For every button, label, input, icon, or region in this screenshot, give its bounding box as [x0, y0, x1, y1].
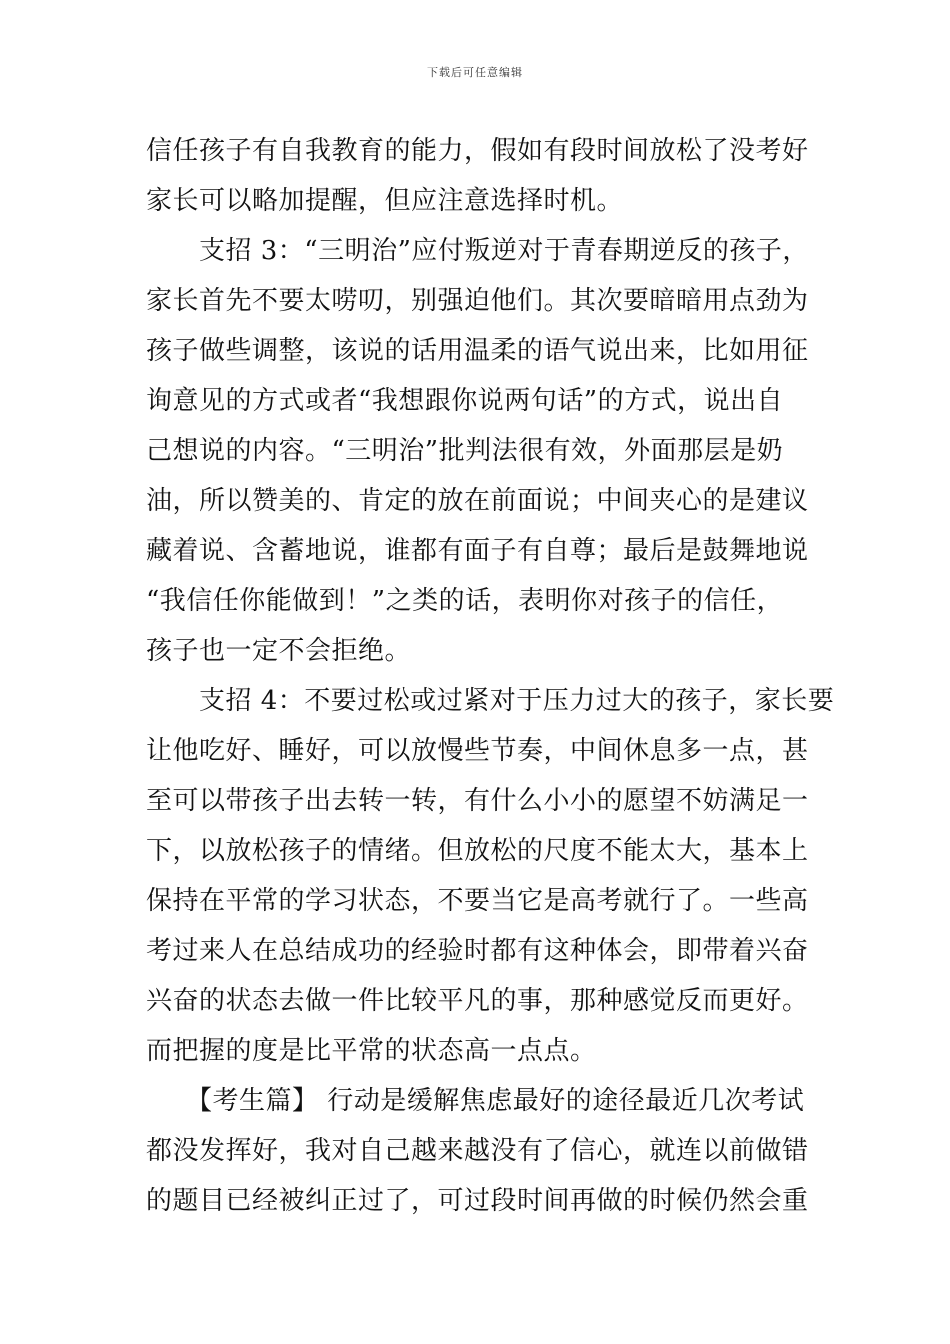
text-line: 询意见的方式或者“我想跟你说两句话”的方式，说出自 — [146, 386, 784, 416]
text-line: 支招 3：“三明治”应付叛逆对于青春期逆反的孩子， — [146, 236, 809, 266]
text-line: 至可以带孩子出去转一转，有什么小小的愿望不妨满足一 — [146, 786, 809, 816]
text-line: 支招 4：不要过松或过紧对于压力过大的孩子，家长要 — [146, 686, 835, 716]
text-line: “我信任你能做到！”之类的话，表明你对孩子的信任， — [146, 586, 784, 616]
text-line: 家长首先不要太唠叨，别强迫他们。其次要暗暗用点劲为 — [146, 286, 809, 316]
text-line: 保持在平常的学习状态，不要当它是高考就行了。一些高 — [146, 886, 809, 916]
text-line: 己想说的内容。“三明治”批判法很有效，外面那层是奶 — [146, 436, 784, 466]
text-line: 都没发挥好，我对自己越来越没有了信心，就连以前做错 — [146, 1136, 809, 1166]
document-body — [146, 126, 835, 1226]
text-line: 【考生篇】 行动是缓解焦虑最好的途径最近几次考试 — [146, 1086, 805, 1116]
text-line: 考过来人在总结成功的经验时都有这种体会，即带着兴奋 — [146, 936, 809, 966]
text-line: 孩子做些调整，该说的话用温柔的语气说出来，比如用征 — [146, 336, 809, 366]
text-line: 藏着说、含蓄地说，谁都有面子有自尊；最后是鼓舞地说 — [146, 536, 809, 566]
text-line: 让他吃好、睡好，可以放慢些节奏，中间休息多一点，甚 — [146, 736, 809, 766]
text-line: 油，所以赞美的、肯定的放在前面说；中间夹心的是建议 — [146, 486, 809, 516]
text-line: 孩子也一定不会拒绝。 — [146, 636, 412, 666]
page-header: 下载后可任意编辑 — [427, 66, 523, 79]
text-line: 的题目已经被纠正过了，可过段时间再做的时候仍然会重 — [146, 1186, 809, 1216]
text-line: 信任孩子有自我教育的能力，假如有段时间放松了没考好 — [146, 136, 809, 166]
text-line: 家长可以略加提醒，但应注意选择时机。 — [146, 186, 624, 216]
text-line: 下，以放松孩子的情绪。但放松的尺度不能太大，基本上 — [146, 836, 809, 866]
text-line: 兴奋的状态去做一件比较平凡的事，那种感觉反而更好。 — [146, 986, 809, 1016]
text-line: 而把握的度是比平常的状态高一点点。 — [146, 1036, 597, 1066]
